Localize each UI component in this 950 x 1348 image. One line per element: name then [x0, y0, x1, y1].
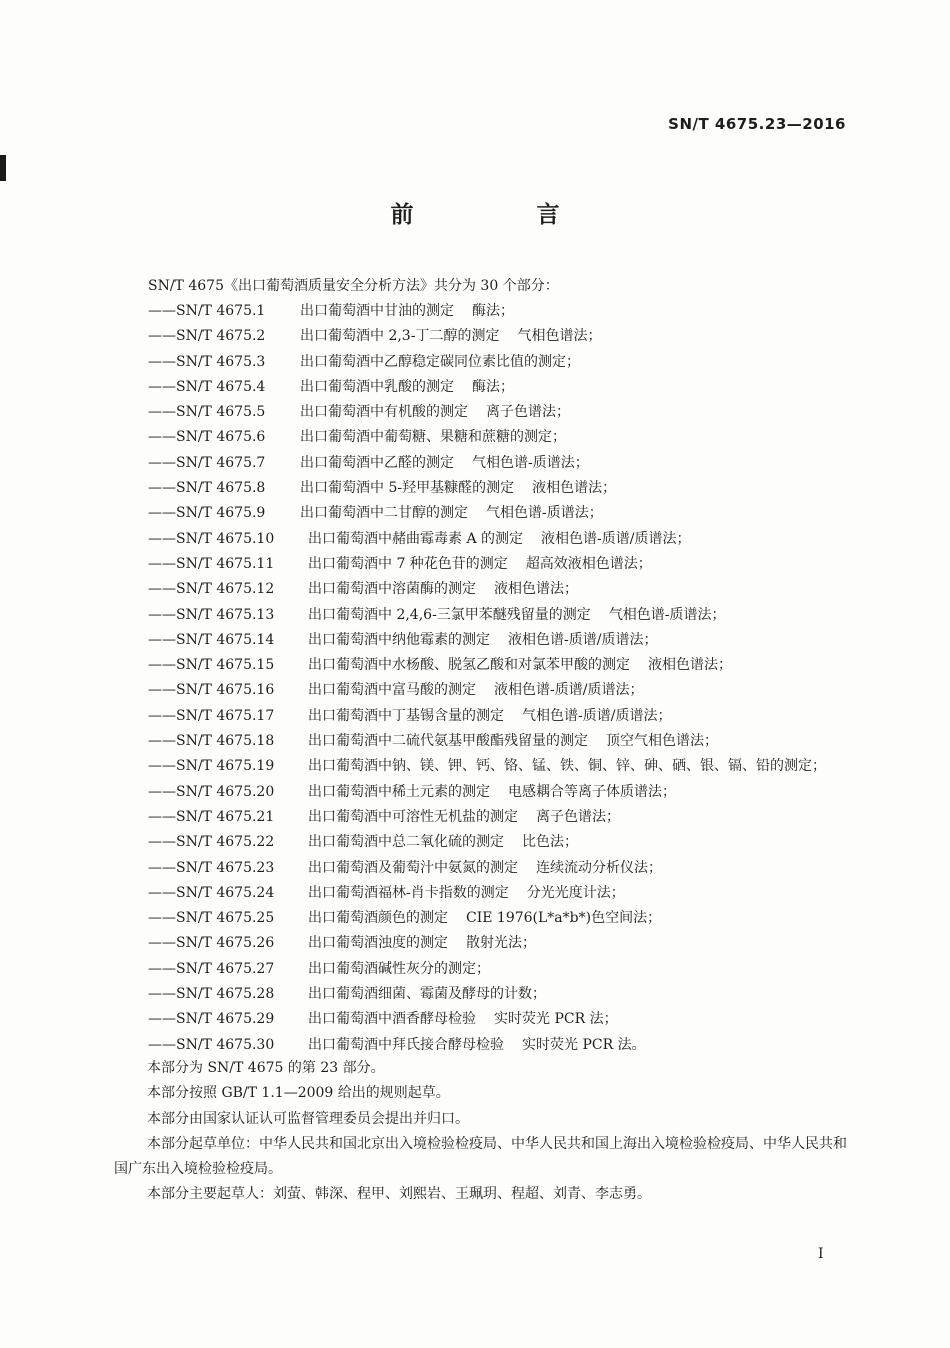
part-method: 实时荧光 PCR 法。	[522, 1036, 646, 1053]
part-title: 出口葡萄酒中二硫代氨基甲酸酯残留量的测定	[308, 733, 588, 750]
list-item	[148, 704, 826, 729]
part-code: ——SN/T 4675.25	[148, 910, 275, 927]
part-title: 出口葡萄酒中有机酸的测定	[300, 404, 468, 421]
paragraph-proposer: 本部分由国家认证认可监督管理委员会提出并归口。	[147, 1110, 469, 1127]
part-title: 出口葡萄酒中水杨酸、脱氢乙酸和对氯苯甲酸的测定	[308, 657, 630, 674]
part-title: 出口葡萄酒浊度的测定	[308, 935, 448, 952]
list-item	[148, 375, 826, 400]
part-method: 气相色谱-质谱法；	[472, 454, 589, 471]
scan-edge-mark	[0, 155, 6, 181]
part-method: 液相色谱-质谱/质谱法；	[541, 530, 691, 547]
part-code: ——SN/T 4675.13	[148, 606, 275, 623]
list-item	[148, 603, 826, 628]
part-method: 连续流动分析仪法；	[536, 859, 662, 876]
part-method: 气相色谱-质谱法；	[608, 606, 726, 623]
part-title: 出口葡萄酒中纳他霉素的测定	[308, 631, 490, 648]
part-title: 出口葡萄酒中乙醇稳定碳同位素比值的测定；	[300, 353, 580, 370]
part-code: ——SN/T 4675.3	[148, 353, 266, 370]
intro-line: SN/T 4675《出口葡萄酒质量安全分析方法》共分为 30 个部分：	[148, 278, 559, 294]
part-code: ——SN/T 4675.7	[148, 454, 266, 471]
page-number: I	[818, 1246, 824, 1262]
list-item	[148, 425, 826, 450]
list-item	[148, 527, 826, 552]
list-item	[148, 982, 826, 1007]
part-title: 出口葡萄酒中赭曲霉毒素 A 的测定	[308, 530, 524, 547]
list-item	[148, 881, 826, 906]
list-item	[148, 400, 826, 425]
standard-code: SN/T 4675.23—2016	[668, 115, 846, 133]
part-method: 气相色谱-质谱/质谱法；	[522, 707, 672, 724]
part-code: ——SN/T 4675.23	[148, 859, 275, 876]
part-method: 液相色谱-质谱/质谱法；	[508, 631, 658, 648]
part-method: CIE 1976(L*a*b*)色空间法；	[466, 910, 662, 927]
list-item	[148, 653, 826, 678]
part-title: 出口葡萄酒中 2,4,6-三氯甲苯醚残留量的测定	[308, 606, 591, 623]
list-item	[148, 805, 826, 830]
part-method: 气相色谱法；	[517, 328, 602, 345]
part-method: 液相色谱法；	[648, 657, 732, 674]
page-title: 前 言	[390, 202, 610, 228]
part-code: ——SN/T 4675.28	[148, 986, 275, 1003]
list-item	[148, 780, 826, 805]
part-code: ——SN/T 4675.24	[148, 884, 275, 901]
part-title: 出口葡萄酒中乙醛的测定	[300, 454, 454, 471]
part-title: 出口葡萄酒细菌、霉菌及酵母的计数；	[308, 986, 546, 1003]
part-title: 出口葡萄酒中 2,3-丁二醇的测定	[300, 328, 500, 345]
part-code: ——SN/T 4675.6	[148, 429, 266, 446]
part-code: ——SN/T 4675.9	[148, 505, 266, 522]
part-title: 出口葡萄酒中拜氏接合酵母检验	[308, 1036, 504, 1053]
part-code: ——SN/T 4675.22	[148, 834, 275, 851]
part-title: 出口葡萄酒中二甘醇的测定	[300, 505, 468, 522]
part-method: 气相色谱-质谱法；	[486, 505, 603, 522]
part-code: ——SN/T 4675.19	[148, 758, 275, 775]
part-method: 分光光度计法；	[526, 884, 625, 901]
part-title: 出口葡萄酒中富马酸的测定	[308, 682, 476, 699]
part-code: ——SN/T 4675.29	[148, 1011, 275, 1028]
part-code: ——SN/T 4675.20	[148, 783, 275, 800]
part-code: ——SN/T 4675.15	[148, 657, 275, 674]
part-title: 出口葡萄酒中稀土元素的测定	[308, 783, 490, 800]
part-method: 液相色谱-质谱/质谱法；	[494, 682, 644, 699]
list-item	[148, 1007, 826, 1032]
part-method: 电感耦合等离子体质谱法；	[508, 783, 676, 800]
list-item	[148, 552, 826, 577]
part-method: 顶空气相色谱法；	[606, 733, 718, 750]
list-item	[148, 678, 826, 703]
part-title: 出口葡萄酒中丁基锡含量的测定	[308, 707, 504, 724]
part-code: ——SN/T 4675.27	[148, 960, 275, 977]
part-title: 出口葡萄酒中酒香酵母检验	[308, 1011, 476, 1028]
foreword-paragraphs	[114, 1056, 854, 1208]
list-item	[148, 324, 826, 349]
list-item	[148, 501, 826, 526]
part-title: 出口葡萄酒及葡萄汁中氨氮的测定	[308, 859, 518, 876]
part-code: ——SN/T 4675.11	[148, 555, 275, 572]
part-method: 液相色谱法；	[532, 480, 617, 497]
part-method: 离子色谱法；	[536, 808, 620, 825]
part-title: 出口葡萄酒中 7 种花色苷的测定	[308, 555, 508, 572]
part-code: ——SN/T 4675.1	[148, 303, 266, 319]
part-method: 液相色谱法；	[494, 581, 578, 598]
part-method: 酶法；	[472, 378, 514, 395]
list-item	[148, 628, 826, 653]
list-item	[148, 856, 826, 881]
list-item	[148, 350, 826, 375]
part-method: 酶法；	[472, 303, 514, 319]
part-code: ——SN/T 4675.5	[148, 404, 266, 421]
part-code: ——SN/T 4675.12	[148, 581, 275, 598]
list-item	[148, 451, 826, 476]
part-code: ——SN/T 4675.4	[148, 378, 266, 395]
list-item	[148, 1033, 826, 1058]
part-title: 出口葡萄酒中溶菌酶的测定	[308, 581, 476, 598]
list-item	[148, 931, 826, 956]
part-code: ——SN/T 4675.10	[148, 530, 275, 547]
part-code: ——SN/T 4675.8	[148, 480, 266, 497]
part-code: ——SN/T 4675.17	[148, 707, 275, 724]
part-code: ——SN/T 4675.2	[148, 328, 266, 345]
list-item	[148, 577, 826, 602]
part-code: ——SN/T 4675.30	[148, 1036, 275, 1053]
paragraph-drafters: 本部分主要起草人：刘萤、韩深、程甲、刘熙岩、王珮玥、程超、刘青、李志勇。	[147, 1186, 651, 1203]
part-method: 比色法；	[522, 834, 578, 851]
list-item	[148, 830, 826, 855]
list-item	[148, 906, 826, 931]
part-title: 出口葡萄酒中可溶性无机盐的测定	[308, 808, 518, 825]
part-code: ——SN/T 4675.26	[148, 935, 275, 952]
part-method: 超高效液相色谱法；	[525, 555, 652, 572]
paragraph-drafting-rules: 本部分按照 GB/T 1.1—2009 给出的规则起草。	[147, 1085, 450, 1102]
part-title: 出口葡萄酒中钠、镁、钾、钙、铬、锰、铁、铜、锌、砷、硒、银、镉、铅的测定；	[308, 758, 826, 775]
list-item	[148, 299, 826, 324]
part-method: 离子色谱法；	[486, 404, 570, 421]
part-method: 实时荧光 PCR 法；	[494, 1011, 618, 1028]
list-item	[148, 476, 826, 501]
part-method: 散射光法；	[466, 935, 536, 952]
part-title: 出口葡萄酒碱性灰分的测定；	[308, 960, 490, 977]
part-title: 出口葡萄酒颜色的测定	[308, 910, 448, 927]
part-title: 出口葡萄酒福林-肖卡指数的测定	[308, 884, 509, 901]
list-item	[148, 729, 826, 754]
part-title: 出口葡萄酒中葡萄糖、果糖和蔗糖的测定；	[300, 429, 566, 446]
paragraph-part-number: 本部分为 SN/T 4675 的第 23 部分。	[147, 1060, 385, 1076]
part-code: ——SN/T 4675.14	[148, 631, 275, 648]
parts-list	[148, 299, 826, 1058]
part-title: 出口葡萄酒中甘油的测定	[300, 303, 454, 319]
list-item	[148, 957, 826, 982]
part-title: 出口葡萄酒中 5-羟甲基糠醛的测定	[300, 480, 515, 497]
part-code: ——SN/T 4675.16	[148, 682, 275, 699]
list-item	[148, 754, 826, 779]
part-code: ——SN/T 4675.21	[148, 808, 275, 825]
part-code: ——SN/T 4675.18	[148, 733, 275, 750]
paragraph-drafting-units: 本部分起草单位：中华人民共和国北京出入境检验检疫局、中华人民共和国上海出入境检验检疫局、中华人民共和国广东出入境检验检疫局。	[114, 1135, 847, 1178]
part-title: 出口葡萄酒中乳酸的测定	[300, 378, 454, 395]
part-title: 出口葡萄酒中总二氧化硫的测定	[308, 834, 504, 851]
